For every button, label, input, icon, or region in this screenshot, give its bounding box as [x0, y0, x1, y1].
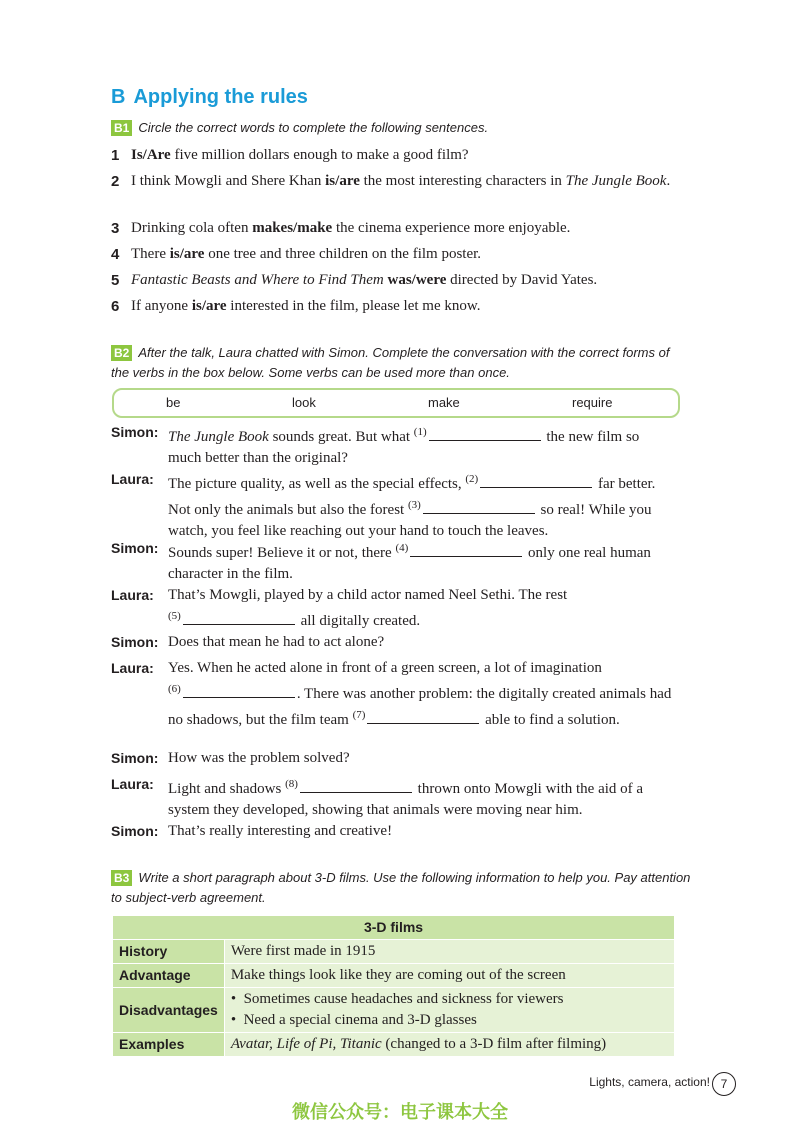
sentence-text: directed by David Yates. [446, 272, 598, 288]
dialogue-line [168, 774, 676, 821]
dialogue-line [168, 422, 676, 469]
speaker-name: Simon: [111, 424, 159, 440]
advantage-label: Advantage [113, 964, 225, 988]
dialogue-line [168, 821, 676, 842]
speaker-name: Laura: [111, 587, 154, 603]
question-number: 5 [111, 272, 120, 289]
answer-blank[interactable] [423, 499, 535, 514]
table-row [113, 988, 675, 1033]
b1-question [111, 244, 681, 265]
dialogue-turn [111, 585, 676, 632]
dialogue-turn [111, 774, 676, 821]
speaker-name: Simon: [111, 823, 159, 839]
sentence-text: If anyone [131, 298, 192, 314]
sentence-text: . There was another problem: the digitally created animals had no shadows, but the film team [168, 686, 672, 728]
disadvantage-item: • Sometimes cause headaches and sickness for viewers [230, 991, 564, 1007]
sentence-text: Yes. When he acted alone in front of a green screen, a lot of imagination [168, 660, 602, 676]
sentence-text: the cinema experience more enjoyable. [332, 220, 571, 236]
b1-question [111, 270, 681, 291]
answer-choice: Is/Are [131, 147, 171, 163]
sentence-text: far better. Not only the animals but also the forest [168, 476, 656, 518]
question-text [131, 218, 681, 239]
sentence-text: thrown onto Mowgli with the aid of a system they developed, showing that animals were moving near him. [168, 781, 644, 818]
answer-choice: is/are [169, 246, 205, 262]
dialogue-turn [111, 658, 676, 731]
sentence-text: How was the problem solved? [168, 750, 350, 766]
word-box [112, 388, 680, 418]
question-number: 2 [111, 173, 120, 190]
dialogue-line [168, 658, 676, 731]
sentence-text: sounds great. But what [268, 429, 414, 445]
dialogue-line [168, 632, 676, 653]
history-label: History [113, 940, 225, 964]
speaker-name: Laura: [111, 660, 154, 676]
section-title: Applying the rules [133, 86, 308, 108]
b1-instruction [111, 118, 691, 138]
sentence-text: only one real human character in the film. [168, 545, 651, 582]
dialogue-turn [111, 632, 676, 653]
b2-instruction [111, 343, 686, 383]
dialogue-line [168, 585, 676, 632]
blank-number: (4) [395, 542, 409, 554]
b3-instruction [111, 868, 691, 908]
dialogue-turn [111, 748, 676, 769]
sentence-text: I think Mowgli and Shere Khan [131, 173, 326, 189]
sentence-text: the most interesting characters in [359, 173, 566, 189]
b1-question [111, 218, 681, 239]
sentence-text: That’s really interesting and creative! [168, 823, 393, 839]
question-number: 3 [111, 220, 120, 237]
question-text [131, 145, 681, 166]
sentence-text: interested in the film, please let me know. [226, 298, 481, 314]
answer-blank[interactable] [429, 426, 541, 441]
table-row [113, 964, 675, 988]
answer-blank[interactable] [367, 709, 479, 724]
b3-instruction-text: Write a short paragraph about 3-D films. Use the following information to help you. Pay attention to subject-verb agreement. [111, 870, 691, 905]
films-info-table [112, 915, 675, 1057]
section-heading [111, 86, 308, 109]
sentence-text: Drinking cola often [131, 220, 253, 236]
blank-number: (5) [168, 610, 181, 622]
sentence-text: so real! While you watch, you feel like reaching out your hand to touch the leaves. [168, 502, 652, 539]
sentence-text: The picture quality, as well as the special effects, [168, 476, 466, 492]
sentence-text: all digitally created. [296, 613, 421, 629]
sentence-text: There [131, 246, 170, 262]
watermark: 微信公众号：电子课本大全 [292, 1102, 508, 1123]
answer-choice: is/are [191, 298, 227, 314]
word-make: make [428, 395, 460, 410]
speaker-name: Laura: [111, 471, 154, 487]
sentence-text: Sounds super! Believe it or not, there [168, 545, 396, 561]
table-row [113, 1033, 675, 1057]
answer-blank[interactable] [300, 778, 412, 793]
blank-number: (6) [168, 683, 181, 695]
disadvantages-value [224, 988, 674, 1033]
answer-blank[interactable] [480, 473, 592, 488]
question-text [131, 296, 681, 317]
footer-unit-title: Lights, camera, action! [589, 1075, 710, 1089]
answer-choice: makes/make [252, 220, 333, 236]
sentence-text: . [666, 173, 671, 189]
answer-blank[interactable] [183, 610, 295, 625]
speaker-name: Simon: [111, 750, 159, 766]
speaker-name: Laura: [111, 776, 154, 792]
sentence-text: Does that mean he had to act alone? [168, 634, 385, 650]
b1-question [111, 171, 681, 192]
dialogue-turn [111, 422, 676, 469]
b2-instruction-text: After the talk, Laura chatted with Simon. Complete the conversation with the correct forms of the verbs in the box below. Some verbs can be used more than once. [111, 345, 670, 380]
question-number: 1 [111, 147, 120, 164]
b1-instruction-text: Circle the correct words to complete the following sentences. [138, 120, 489, 135]
blank-number: (3) [407, 499, 421, 511]
dialogue-line [168, 748, 676, 769]
sentence-text: five million dollars enough to make a good film? [170, 147, 469, 163]
b1-question [111, 145, 681, 166]
blank-number: (2) [465, 473, 479, 485]
dialogue-turn [111, 469, 676, 542]
question-number: 6 [111, 298, 120, 315]
disadvantage-item: • Need a special cinema and 3-D glasses [230, 1012, 477, 1028]
answer-blank[interactable] [183, 683, 295, 698]
answer-choice: is/are [325, 173, 360, 189]
examples-value [224, 1033, 674, 1057]
italic-title: Fantastic Beasts and Where to Find Them [131, 272, 384, 288]
section-letter: B [111, 86, 126, 108]
sentence-text: able to find a solution. [481, 712, 620, 728]
b2-tag: B2 [111, 345, 132, 361]
dialogue-line [168, 469, 676, 542]
page-number: 7 [712, 1072, 736, 1096]
blank-number: (1) [413, 426, 427, 438]
b1-tag: B1 [111, 120, 132, 136]
dialogue-turn [111, 821, 676, 842]
sentence-text: the new film so much better than the original? [168, 429, 640, 466]
b3-tag: B3 [111, 870, 132, 886]
question-text [131, 244, 681, 265]
sentence-text: Light and shadows [168, 781, 286, 797]
question-text [131, 171, 681, 192]
question-number: 4 [111, 246, 120, 263]
dialogue-turn [111, 538, 676, 585]
disadvantages-label: Disadvantages [113, 988, 225, 1033]
answer-choice: was/were [387, 272, 447, 288]
speaker-name: Simon: [111, 634, 159, 650]
speaker-name: Simon: [111, 540, 159, 556]
question-text [131, 270, 681, 291]
history-value: Were first made in 1915 [224, 940, 674, 964]
b1-question [111, 296, 681, 317]
sentence-text: one tree and three children on the film poster. [204, 246, 482, 262]
blank-number: (8) [285, 778, 298, 790]
italic-title: The Jungle Book [565, 173, 667, 189]
answer-blank[interactable] [410, 542, 522, 557]
advantage-value: Make things look like they are coming out of the screen [224, 964, 674, 988]
word-look: look [292, 395, 316, 410]
sentence-text: That’s Mowgli, played by a child actor named Neel Sethi. The rest [168, 587, 568, 603]
table-heading: 3-D films [113, 916, 675, 940]
examples-titles: Avatar, Life of Pi, Titanic [230, 1036, 382, 1052]
dialogue-line [168, 538, 676, 585]
italic-title: The Jungle Book [168, 429, 269, 445]
table-row [113, 940, 675, 964]
word-be: be [166, 395, 181, 410]
examples-note: (changed to a 3-D film after filming) [381, 1036, 607, 1052]
word-require: require [572, 395, 613, 410]
blank-number: (7) [352, 709, 366, 721]
examples-label: Examples [113, 1033, 225, 1057]
